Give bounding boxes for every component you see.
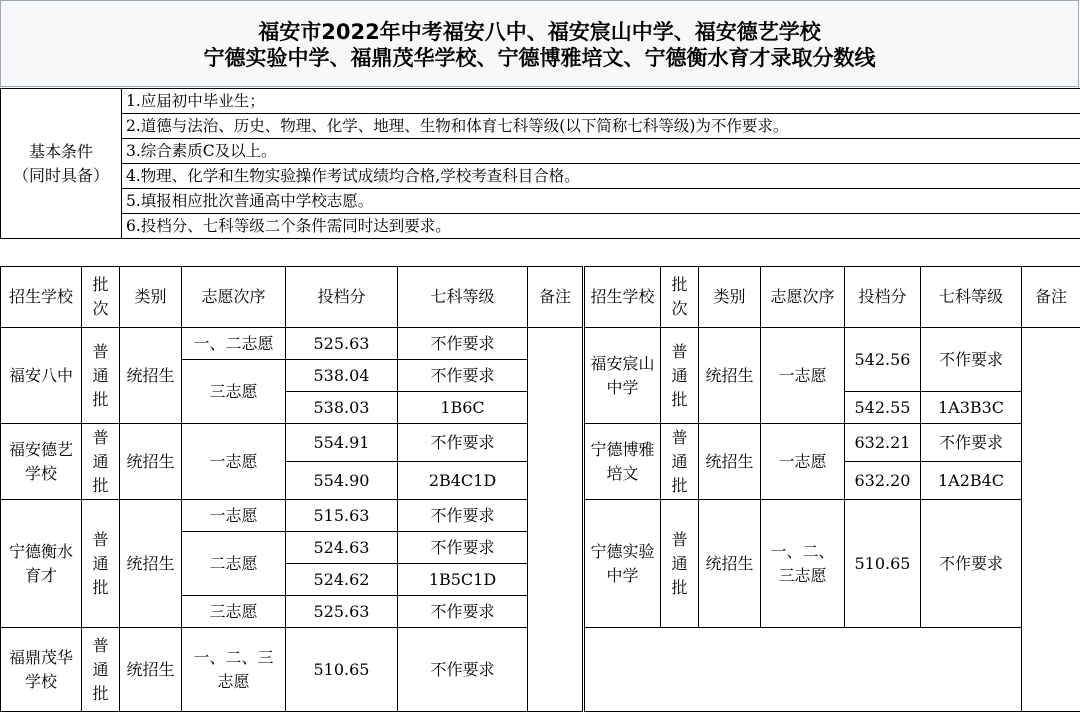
batch-cell: 普 通 批 — [661, 328, 699, 424]
header-type-right: 类别 — [699, 267, 761, 328]
score-cell: 510.65 — [286, 628, 398, 712]
header-row — [1, 267, 1080, 328]
type-cell: 统招生 — [120, 628, 182, 712]
score-cell: 554.91 — [286, 424, 398, 462]
basic-conditions-label — [1, 89, 122, 239]
grade-cell: 不作要求 — [398, 596, 528, 628]
empty-cell — [584, 628, 1022, 712]
type-cell: 统招生 — [699, 500, 761, 628]
type-cell: 统招生 — [120, 328, 182, 424]
conditions-label-line-1: 基本条件 — [28, 141, 93, 161]
school-cell: 宁德实验 中学 — [584, 500, 661, 628]
score-cell: 538.03 — [286, 392, 398, 424]
score-cell: 542.56 — [845, 328, 921, 392]
grade-cell: 不作要求 — [398, 424, 528, 462]
order-cell: 一志愿 — [182, 500, 286, 532]
grade-cell: 不作要求 — [398, 500, 528, 532]
header-order: 志愿次序 — [182, 267, 286, 328]
score-cell: 542.55 — [845, 392, 921, 424]
basic-conditions-table — [0, 88, 1080, 239]
condition-item-2: 2.道德与法治、历史、物理、化学、地理、生物和体育七科等级(以下简称七科等级)为不作要求。 — [122, 114, 1080, 139]
score-cell: 525.63 — [286, 596, 398, 628]
condition-item-5: 5.填报相应批次普通高中学校志愿。 — [122, 189, 1080, 214]
condition-item-6: 6.投档分、七科等级二个条件需同时达到要求。 — [122, 214, 1080, 239]
score-cell: 525.63 — [286, 328, 398, 360]
school-cell: 福安八中 — [1, 328, 82, 424]
condition-item-1: 1.应届初中毕业生； — [122, 89, 1080, 114]
grade-cell: 1B5C1D — [398, 564, 528, 596]
grade-cell: 1A2B4C — [921, 462, 1022, 500]
order-cell: 一志愿 — [761, 328, 845, 424]
type-cell: 统招生 — [699, 424, 761, 500]
batch-cell: 普 通 批 — [661, 500, 699, 628]
header-score: 投档分 — [286, 267, 398, 328]
header-order-right: 志愿次序 — [761, 267, 845, 328]
grade-cell: 2B4C1D — [398, 462, 528, 500]
type-cell: 统招生 — [120, 500, 182, 628]
header-type: 类别 — [120, 267, 182, 328]
type-cell: 统招生 — [120, 424, 182, 500]
score-cell: 632.20 — [845, 462, 921, 500]
order-cell: 一、二、 三志愿 — [761, 500, 845, 628]
batch-cell: 普 通 批 — [82, 628, 120, 712]
score-cell: 538.04 — [286, 360, 398, 392]
grade-cell: 不作要求 — [398, 532, 528, 564]
batch-cell: 普 通 批 — [82, 328, 120, 424]
grade-cell: 1B6C — [398, 392, 528, 424]
school-cell: 宁德博雅 培文 — [584, 424, 661, 500]
title-line-2: 宁德实验中学、福鼎茂华学校、宁德博雅培文、宁德衡水育才录取分数线 — [203, 46, 876, 70]
grade-cell: 不作要求 — [398, 628, 528, 712]
header-note-right: 备注 — [1022, 267, 1080, 328]
score-cell: 510.65 — [845, 500, 921, 628]
condition-item-3: 3.综合素质C及以上。 — [122, 139, 1080, 164]
header-note: 备注 — [528, 267, 584, 328]
score-table — [0, 266, 1080, 712]
header-school: 招生学校 — [1, 267, 82, 328]
batch-cell: 普 通 批 — [661, 424, 699, 500]
school-cell: 福安宸山 中学 — [584, 328, 661, 424]
order-cell: 三志愿 — [182, 360, 286, 424]
title-line-1: 福安市2022年中考福安八中、福安宸山中学、福安德艺学校 — [258, 20, 821, 44]
note-cell — [528, 328, 584, 712]
school-cell: 宁德衡水 育才 — [1, 500, 82, 628]
header-grade: 七科等级 — [398, 267, 528, 328]
grade-cell: 不作要求 — [398, 328, 528, 360]
header-school-right: 招生学校 — [584, 267, 661, 328]
order-cell: 一、二、三 志愿 — [182, 628, 286, 712]
header-grade-right: 七科等级 — [921, 267, 1022, 328]
school-cell: 福鼎茂华 学校 — [1, 628, 82, 712]
batch-cell: 普 通 批 — [82, 500, 120, 628]
grade-cell: 1A3B3C — [921, 392, 1022, 424]
table-row — [1, 328, 1080, 360]
grade-cell: 不作要求 — [921, 424, 1022, 462]
type-cell: 统招生 — [699, 328, 761, 424]
grade-cell: 不作要求 — [921, 500, 1022, 628]
score-cell: 524.63 — [286, 532, 398, 564]
page-title — [0, 0, 1079, 87]
condition-item-4: 4.物理、化学和生物实验操作考试成绩均合格,学校考查科目合格。 — [122, 164, 1080, 189]
order-cell: 一志愿 — [761, 424, 845, 500]
score-cell: 524.62 — [286, 564, 398, 596]
score-cell: 515.63 — [286, 500, 398, 532]
header-score-right: 投档分 — [845, 267, 921, 328]
grade-cell: 不作要求 — [398, 360, 528, 392]
order-cell: 三志愿 — [182, 596, 286, 628]
conditions-label-line-2: （同时具备） — [12, 165, 109, 185]
school-cell: 福安德艺 学校 — [1, 424, 82, 500]
score-cell: 554.90 — [286, 462, 398, 500]
order-cell: 一、二志愿 — [182, 328, 286, 360]
order-cell: 二志愿 — [182, 532, 286, 596]
grade-cell: 不作要求 — [921, 328, 1022, 392]
header-batch-right: 批 次 — [661, 267, 699, 328]
batch-cell: 普 通 批 — [82, 424, 120, 500]
order-cell: 一志愿 — [182, 424, 286, 500]
score-cell: 632.21 — [845, 424, 921, 462]
header-batch: 批 次 — [82, 267, 120, 328]
note-cell — [1022, 328, 1080, 712]
